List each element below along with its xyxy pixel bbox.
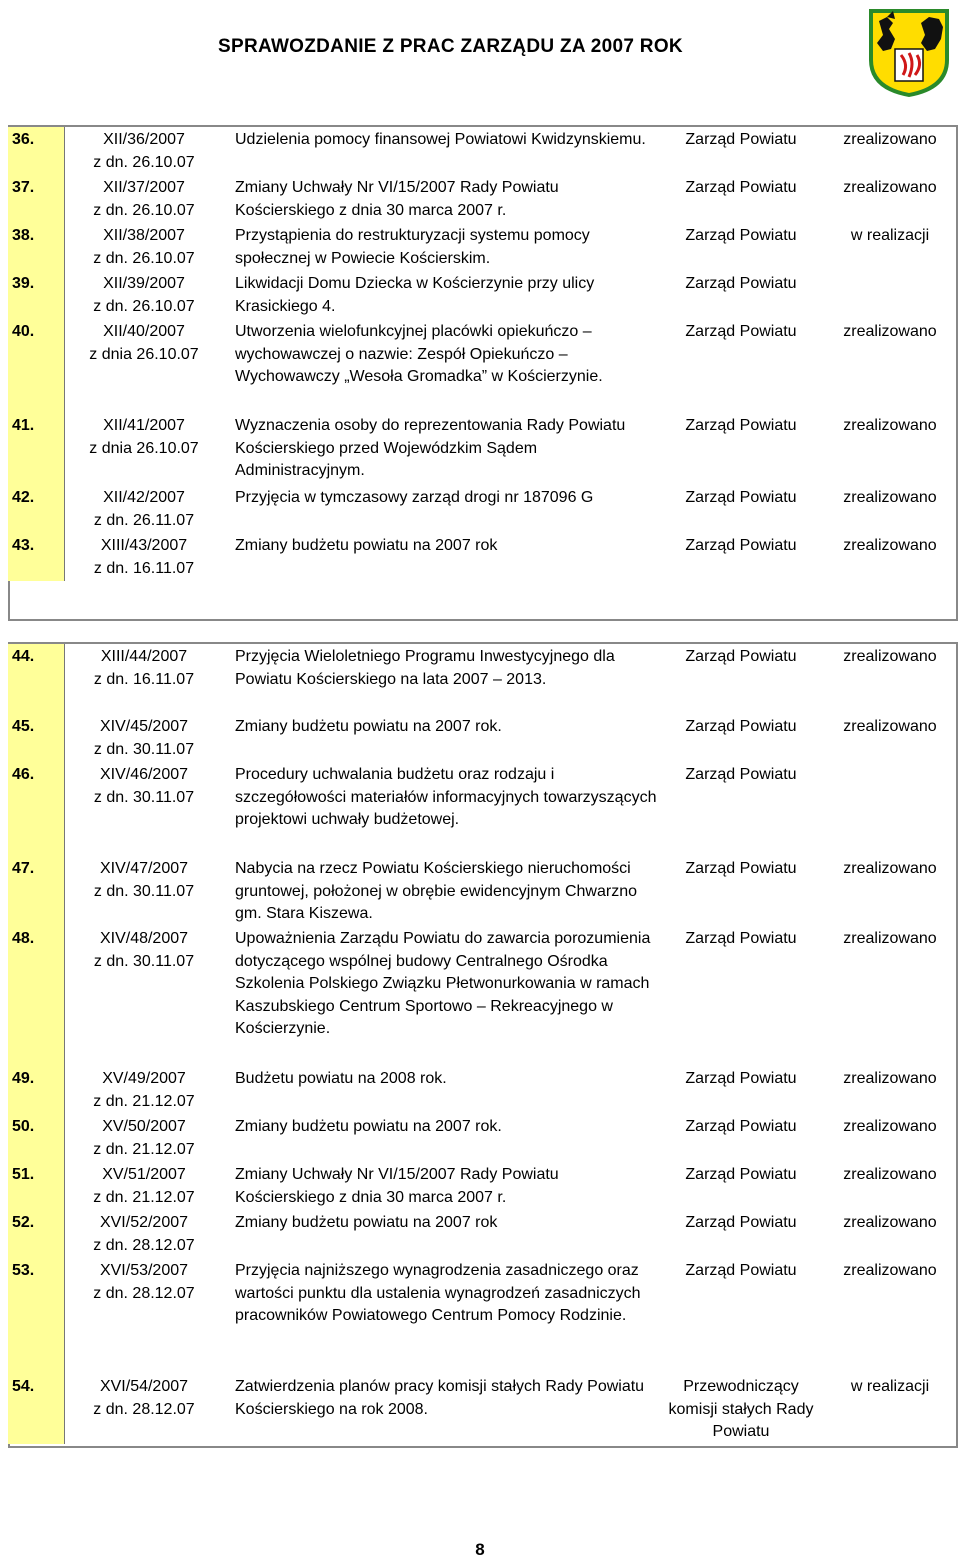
subject-cell: Przystąpienia do restrukturyzacji systemu pomocy społecznej w Powiecie Kościerskim.: [235, 227, 590, 267]
subject-cell: Upoważnienia Zarządu Powiatu do zawarcia porozumienia dotyczącego wspólnej budowy Centralnego Ośrodka Szkolenia Polskiego Związku Płetwonurkowania w ramach Kaszubskiego Centrum Sportowo – Rekreacyjnego w Kościerzynie.: [235, 930, 651, 1037]
subject-cell: Nabycia na rzecz Powiatu Kościerskiego nieruchomości gruntowej, położonej w obrębie ewidencyjnym Chwarzno gm. Stara Kiszewa.: [235, 860, 637, 922]
table-row: [8, 1066, 960, 1114]
responsible-cell: Zarząd Powiatu: [685, 489, 797, 506]
table-row: [8, 319, 960, 413]
table-row: [8, 762, 960, 856]
subject-cell: Zmiany budżetu powiatu na 2007 rok: [235, 1214, 498, 1231]
table-row: [8, 175, 960, 223]
table-row: [8, 271, 960, 319]
subject-cell: Zmiany budżetu powiatu na 2007 rok.: [235, 718, 502, 735]
responsible-cell: Zarząd Powiatu: [685, 1070, 797, 1087]
resolution-number: XV/49/2007: [102, 1070, 186, 1087]
resolution-date: z dn. 16.11.07: [93, 559, 195, 577]
responsible-cell: Zarząd Powiatu: [685, 537, 797, 554]
resolution-cell: [65, 271, 224, 319]
responsible-cell: Zarząd Powiatu: [685, 1166, 797, 1183]
resolution-date: z dn. 28.12.07: [93, 1236, 195, 1254]
responsible-cell: Zarząd Powiatu: [685, 179, 797, 196]
resolution-number: XIII/43/2007: [100, 537, 188, 554]
status-cell: zrealizowano: [843, 1118, 937, 1135]
resolution-cell: [65, 223, 224, 271]
row-number: 39.: [8, 271, 65, 319]
resolution-date: z dn. 16.11.07: [93, 670, 195, 688]
resolution-number: XIV/48/2007: [99, 930, 189, 947]
resolutions-table-2: [8, 644, 960, 1444]
resolution-number: XV/50/2007: [102, 1118, 186, 1135]
subject-cell: Zatwierdzenia planów pracy komisji stałych Rady Powiatu Kościerskiego na rok 2008.: [235, 1378, 645, 1418]
resolution-number: XIV/45/2007: [99, 718, 189, 735]
status-cell: zrealizowano: [843, 1070, 937, 1087]
resolution-date: z dnia 26.10.07: [89, 345, 199, 363]
resolution-date: z dnia 26.10.07: [89, 439, 199, 457]
subject-cell: Przyjęcia najniższego wynagrodzenia zasadniczego oraz wartości punktu dla ustalenia wynagrodzeń zasadniczych pracowników Powiatowego Centrum Pomocy Rodzinie.: [235, 1262, 641, 1324]
status-cell: zrealizowano: [843, 1262, 937, 1279]
resolution-cell: [65, 1374, 224, 1444]
status-cell: zrealizowano: [843, 489, 937, 506]
resolution-date: z dn. 26.10.07: [93, 249, 195, 267]
table-row: [8, 223, 960, 271]
responsible-cell: Przewodniczący komisji stałych Rady Powiatu: [668, 1378, 814, 1440]
table-row: [8, 926, 960, 1066]
subject-cell: Budżetu powiatu na 2008 rok.: [235, 1070, 447, 1087]
subject-cell: Zmiany budżetu powiatu na 2007 rok: [235, 537, 498, 554]
row-number: 41.: [8, 413, 65, 485]
table-row: [8, 127, 960, 175]
table-row: [8, 856, 960, 926]
resolution-date: z dn. 28.12.07: [93, 1284, 195, 1302]
table-row: [8, 1210, 960, 1258]
status-cell: zrealizowano: [843, 323, 937, 340]
responsible-cell: Zarząd Powiatu: [685, 131, 797, 148]
resolution-cell: [65, 644, 224, 714]
resolution-number: XIV/46/2007: [99, 766, 189, 783]
subject-cell: Utworzenia wielofunkcyjnej placówki opiekuńczo – wychowawczej o nazwie: Zespół Opiekuńczo – Wychowawczy „Wesoła Gromadka” w Kościerzynie.: [235, 323, 603, 385]
row-number: 51.: [8, 1162, 65, 1210]
status-cell: zrealizowano: [843, 648, 937, 665]
subject-cell: Zmiany Uchwały Nr VI/15/2007 Rady Powiatu Kościerskiego z dnia 30 marca 2007 r.: [235, 1166, 559, 1206]
subject-cell: Likwidacji Domu Dziecka w Kościerzynie przy ulicy Krasickiego 4.: [235, 275, 595, 315]
resolution-number: XII/40/2007: [103, 323, 185, 340]
status-cell: zrealizowano: [843, 1214, 937, 1231]
responsible-cell: Zarząd Powiatu: [685, 323, 797, 340]
resolution-cell: [65, 485, 224, 533]
responsible-cell: Zarząd Powiatu: [685, 1214, 797, 1231]
page-header-title: SPRAWOZDANIE Z PRAC ZARZĄDU ZA 2007 ROK: [218, 36, 683, 57]
resolution-date: z dn. 21.12.07: [93, 1092, 195, 1110]
table-row: [8, 413, 960, 485]
row-number: 42.: [8, 485, 65, 533]
row-number: 49.: [8, 1066, 65, 1114]
resolutions-table-1: [8, 127, 960, 581]
row-number: 46.: [8, 762, 65, 856]
responsible-cell: Zarząd Powiatu: [685, 930, 797, 947]
responsible-cell: Zarząd Powiatu: [685, 1118, 797, 1135]
row-number: 54.: [8, 1374, 65, 1444]
resolution-cell: [65, 127, 224, 175]
table-row: [8, 1374, 960, 1444]
resolution-number: XII/39/2007: [103, 275, 185, 292]
subject-cell: Zmiany Uchwały Nr VI/15/2007 Rady Powiatu Kościerskiego z dnia 30 marca 2007 r.: [235, 179, 559, 219]
subject-cell: Przyjęcia Wieloletniego Programu Inwestycyjnego dla Powiatu Kościerskiego na lata 2007 – 2013.: [235, 648, 615, 688]
resolution-number: XIII/44/2007: [100, 648, 188, 665]
row-number: 38.: [8, 223, 65, 271]
responsible-cell: Zarząd Powiatu: [685, 860, 797, 877]
resolution-number: XII/37/2007: [103, 179, 185, 196]
resolution-number: XII/42/2007: [103, 489, 185, 506]
table-row: [8, 714, 960, 762]
status-cell: zrealizowano: [843, 417, 937, 434]
table-row: [8, 1162, 960, 1210]
coat-of-arms-logo: [865, 5, 953, 100]
resolution-cell: [65, 762, 224, 856]
row-number: 47.: [8, 856, 65, 926]
resolution-number: XII/41/2007: [103, 417, 185, 434]
status-cell: zrealizowano: [843, 718, 937, 735]
row-number: 52.: [8, 1210, 65, 1258]
resolution-cell: [65, 413, 224, 485]
row-number: 45.: [8, 714, 65, 762]
table-row: [8, 1114, 960, 1162]
resolution-date: z dn. 26.10.07: [93, 297, 195, 315]
resolution-date: z dn. 30.11.07: [93, 740, 195, 758]
subject-cell: Przyjęcia w tymczasowy zarząd drogi nr 187096 G: [235, 489, 594, 506]
row-number: 40.: [8, 319, 65, 413]
table-row: [8, 644, 960, 714]
resolution-number: XVI/54/2007: [99, 1378, 189, 1395]
status-cell: zrealizowano: [843, 860, 937, 877]
status-cell: zrealizowano: [843, 537, 937, 554]
status-cell: zrealizowano: [843, 179, 937, 196]
resolution-cell: [65, 319, 224, 413]
resolution-date: z dn. 30.11.07: [93, 952, 195, 970]
resolution-date: z dn. 26.10.07: [93, 201, 195, 219]
resolution-number: XII/38/2007: [103, 227, 185, 244]
table-row: [8, 1258, 960, 1374]
resolution-cell: [65, 926, 224, 1066]
resolution-number: XV/51/2007: [102, 1166, 186, 1183]
resolution-cell: [65, 1066, 224, 1114]
resolution-number: XVI/53/2007: [99, 1262, 189, 1279]
subject-cell: Zmiany budżetu powiatu na 2007 rok.: [235, 1118, 502, 1135]
resolution-cell: [65, 175, 224, 223]
resolution-date: z dn. 28.12.07: [93, 1400, 195, 1418]
resolution-cell: [65, 1258, 224, 1374]
responsible-cell: Zarząd Powiatu: [685, 1262, 797, 1279]
status-cell: zrealizowano: [843, 930, 937, 947]
resolution-date: z dn. 26.10.07: [93, 153, 195, 171]
subject-cell: Udzielenia pomocy finansowej Powiatowi Kwidzynskiemu.: [235, 131, 646, 148]
resolution-date: z dn. 21.12.07: [93, 1140, 195, 1158]
table-row: [8, 485, 960, 533]
resolution-cell: [65, 714, 224, 762]
responsible-cell: Zarząd Powiatu: [685, 275, 797, 292]
responsible-cell: Zarząd Powiatu: [685, 417, 797, 434]
row-number: 36.: [8, 127, 65, 175]
status-cell: zrealizowano: [843, 131, 937, 148]
row-number: 43.: [8, 533, 65, 581]
resolution-cell: [65, 1114, 224, 1162]
page-number: 8: [475, 1540, 485, 1559]
resolution-date: z dn. 30.11.07: [93, 882, 195, 900]
status-cell: [815, 762, 960, 856]
row-number: 50.: [8, 1114, 65, 1162]
resolution-cell: [65, 1210, 224, 1258]
resolution-number: XII/36/2007: [103, 131, 185, 148]
resolution-cell: [65, 533, 224, 581]
resolution-cell: [65, 1162, 224, 1210]
status-cell: zrealizowano: [843, 1166, 937, 1183]
resolution-date: z dn. 30.11.07: [93, 788, 195, 806]
resolution-date: z dn. 21.12.07: [93, 1188, 195, 1206]
table-row: [8, 533, 960, 581]
responsible-cell: Zarząd Powiatu: [685, 648, 797, 665]
responsible-cell: Zarząd Powiatu: [685, 227, 797, 244]
row-number: 37.: [8, 175, 65, 223]
status-cell: [815, 271, 960, 319]
status-cell: w realizacji: [850, 1378, 930, 1395]
resolution-cell: [65, 856, 224, 926]
subject-cell: Wyznaczenia osoby do reprezentowania Rady Powiatu Kościerskiego przed Wojewódzkim Sądem Administracyjnym.: [235, 417, 626, 479]
row-number: 48.: [8, 926, 65, 1066]
responsible-cell: Zarząd Powiatu: [685, 766, 797, 783]
resolution-date: z dn. 26.11.07: [93, 511, 195, 529]
responsible-cell: Zarząd Powiatu: [685, 718, 797, 735]
resolution-number: XVI/52/2007: [99, 1214, 189, 1231]
row-number: 44.: [8, 644, 65, 714]
row-number: 53.: [8, 1258, 65, 1374]
subject-cell: Procedury uchwalania budżetu oraz rodzaju i szczegółowości materiałów informacyjnych towarzyszących projektowi uchwały budżetowej.: [235, 766, 657, 828]
resolution-number: XIV/47/2007: [99, 860, 189, 877]
status-cell: w realizacji: [850, 227, 930, 244]
